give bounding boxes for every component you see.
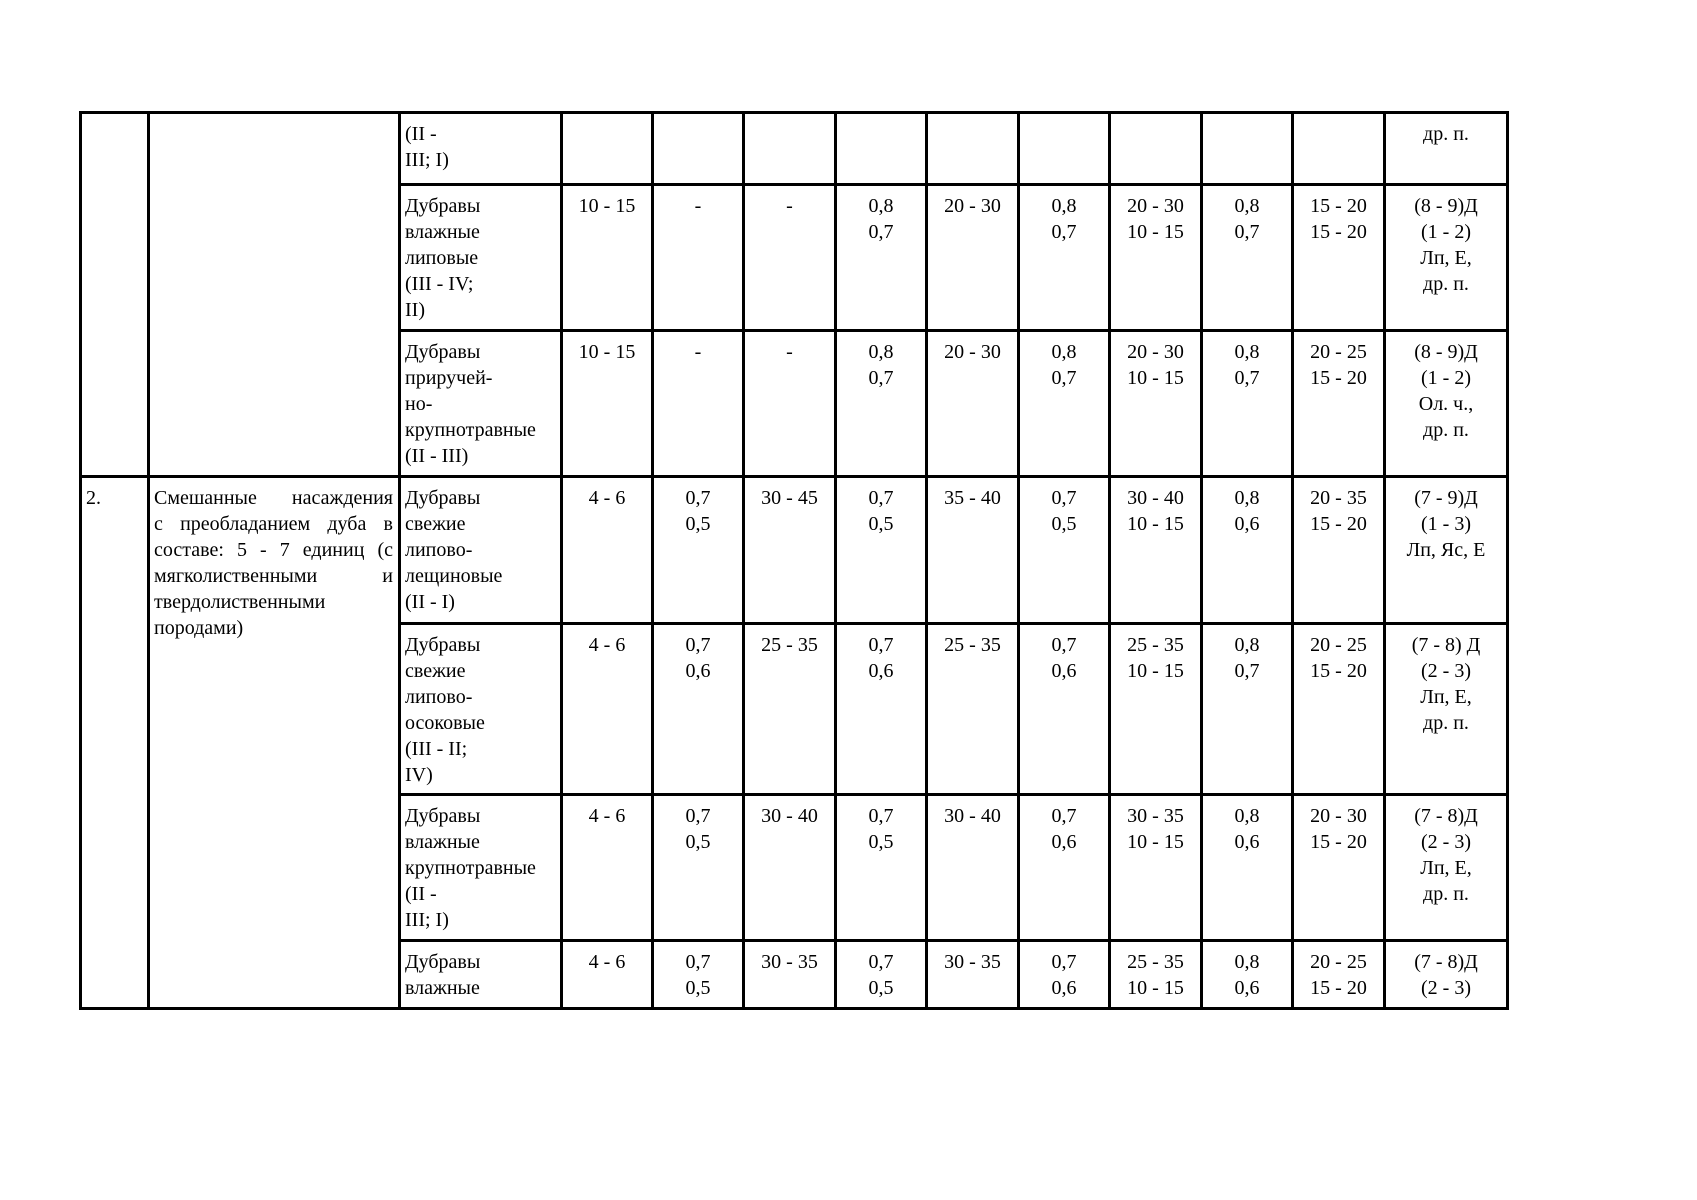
cell-line: 30 - 40 <box>944 805 1001 827</box>
cell-line: влажные <box>405 977 480 999</box>
cell-line: 30 - 45 <box>761 487 818 509</box>
cell-line: Лп, Яс, Е <box>1406 539 1486 561</box>
group-name-cell <box>149 477 400 1009</box>
cell-line: 15 - 20 <box>1310 367 1367 389</box>
forest-type-cell <box>400 624 562 795</box>
cell-line: Лп, Е, <box>1420 247 1472 269</box>
value-cell <box>653 113 744 185</box>
cell-line: 0,6 <box>1234 513 1260 535</box>
cell-line: (7 - 8)Д <box>1414 805 1478 827</box>
forest-type-cell <box>400 331 562 477</box>
cell-line: 0,7 <box>1051 221 1077 243</box>
value-cell <box>653 477 744 624</box>
cell-line: (1 - 2) <box>1421 221 1471 243</box>
cell-line: (2 - 3) <box>1421 660 1471 682</box>
cell-line: 10 - 15 <box>1127 513 1184 535</box>
value-cell <box>653 624 744 795</box>
value-cell <box>562 331 653 477</box>
table-body <box>81 113 1508 1009</box>
cell-line: 0,5 <box>868 977 894 999</box>
value-cell <box>744 795 836 941</box>
value-cell <box>836 795 927 941</box>
cell-line: др. п. <box>1423 123 1469 145</box>
value-cell <box>836 113 927 185</box>
cell-line: (III - IV; <box>405 273 474 295</box>
cell-line: 0,7 <box>1051 805 1077 827</box>
cell-line: 0,5 <box>685 831 711 853</box>
cell-line: липово- <box>405 539 473 561</box>
value-cell <box>1293 624 1385 795</box>
cell-line: 0,8 <box>1234 487 1260 509</box>
cell-line: 15 - 20 <box>1310 977 1367 999</box>
cell-line: 20 - 30 <box>1127 341 1184 363</box>
cell-line: др. п. <box>1423 273 1469 295</box>
value-cell <box>927 941 1019 1009</box>
cell-line: 25 - 35 <box>1127 951 1184 973</box>
cell-line: (7 - 9)Д <box>1414 487 1478 509</box>
value-cell <box>1293 941 1385 1009</box>
value-cell <box>1019 795 1110 941</box>
group-number-cell <box>81 113 149 477</box>
cell-line: (III - II; <box>405 738 468 760</box>
cell-line: (II - I) <box>405 591 455 613</box>
cell-line: IV) <box>405 764 433 786</box>
cell-line: Лп, Е, <box>1420 857 1472 879</box>
value-cell <box>1202 477 1293 624</box>
cell-line: (2 - 3) <box>1421 977 1471 999</box>
value-cell <box>1019 624 1110 795</box>
group-number-cell: 2. <box>81 477 149 1009</box>
cell-line: 0,7 <box>1234 660 1260 682</box>
cell-line: Дубравы <box>405 951 481 973</box>
cell-line: 10 - 15 <box>1127 221 1184 243</box>
cell-line: 0,8 <box>1234 951 1260 973</box>
value-cell <box>1293 185 1385 331</box>
cell-line: 0,7 <box>868 221 894 243</box>
cell-line: 30 - 35 <box>944 951 1001 973</box>
cell-line: 20 - 25 <box>1310 341 1367 363</box>
composition-cell <box>1385 795 1508 941</box>
cell-line: 0,8 <box>1234 341 1260 363</box>
cell-line: 0,6 <box>1234 977 1260 999</box>
value-cell <box>1110 185 1202 331</box>
cell-line: III; I) <box>405 149 449 171</box>
value-cell <box>653 185 744 331</box>
cell-line: 15 - 20 <box>1310 831 1367 853</box>
value-cell <box>1293 477 1385 624</box>
cell-line: Смешанные насаждения <box>154 487 393 509</box>
cell-line: 0,6 <box>685 660 711 682</box>
cell-line: (7 - 8)Д <box>1414 951 1478 973</box>
cell-line: 15 - 20 <box>1310 513 1367 535</box>
cell-line: Дубравы <box>405 341 481 363</box>
cell-line: 20 - 30 <box>1310 805 1367 827</box>
value-cell <box>562 941 653 1009</box>
value-cell <box>1202 331 1293 477</box>
value-cell <box>562 795 653 941</box>
cell-line: (1 - 3) <box>1421 513 1471 535</box>
cell-line: с преобладанием дуба в <box>154 513 393 535</box>
cell-line: крупнотравные <box>405 857 536 879</box>
cell-line: 0,6 <box>1051 831 1077 853</box>
cell-line: приручей- <box>405 367 493 389</box>
cell-line: мягколиственными и <box>154 565 393 587</box>
cell-line: 30 - 35 <box>1127 805 1184 827</box>
value-cell <box>927 477 1019 624</box>
value-cell <box>562 185 653 331</box>
cell-line: 0,7 <box>1234 221 1260 243</box>
cell-line: 0,8 <box>868 341 894 363</box>
cell-line: 0,7 <box>1051 951 1077 973</box>
cell-line: (1 - 2) <box>1421 367 1471 389</box>
cell-line: составе: 5 - 7 единиц (с <box>154 539 393 561</box>
cell-line: 25 - 35 <box>761 634 818 656</box>
cell-line: Дубравы <box>405 195 481 217</box>
cell-line: 0,7 <box>868 951 894 973</box>
cell-line: Дубравы <box>405 634 481 656</box>
value-cell <box>744 185 836 331</box>
value-cell <box>1202 185 1293 331</box>
cell-line: крупнотравные <box>405 419 536 441</box>
cell-line: 0,8 <box>1234 805 1260 827</box>
cell-line: (II - <box>405 123 437 145</box>
cell-line: 0,6 <box>1051 660 1077 682</box>
cell-line: 30 - 40 <box>1127 487 1184 509</box>
cell-line: 25 - 35 <box>1127 634 1184 656</box>
cell-line: 0,5 <box>868 831 894 853</box>
cell-line: (II - <box>405 883 437 905</box>
value-cell <box>836 624 927 795</box>
value-cell <box>653 941 744 1009</box>
value-cell <box>836 331 927 477</box>
value-cell <box>1110 477 1202 624</box>
value-cell <box>836 941 927 1009</box>
forest-type-cell <box>400 941 562 1009</box>
cell-line: 0,7 <box>1051 367 1077 389</box>
value-cell <box>653 795 744 941</box>
value-cell <box>744 113 836 185</box>
cell-line: 0,7 <box>1051 634 1077 656</box>
cell-line: 0,5 <box>685 513 711 535</box>
cell-line: 20 - 30 <box>944 341 1001 363</box>
cell-line: липово- <box>405 686 473 708</box>
cell-line: лещиновые <box>405 565 503 587</box>
value-cell <box>1293 795 1385 941</box>
value-cell <box>1202 795 1293 941</box>
cell-line: 0,7 <box>868 634 894 656</box>
cell-line: Дубравы <box>405 487 481 509</box>
composition-cell <box>1385 113 1508 185</box>
value-cell <box>836 185 927 331</box>
cell-line: 0,7 <box>685 805 711 827</box>
cell-line: 35 - 40 <box>944 487 1001 509</box>
cell-line: 0,5 <box>685 977 711 999</box>
cell-line: 0,6 <box>868 660 894 682</box>
cell-line: 25 - 35 <box>944 634 1001 656</box>
cell-line: 20 - 30 <box>1127 195 1184 217</box>
value-cell <box>1110 331 1202 477</box>
cell-line: 0,7 <box>685 634 711 656</box>
cell-line: 0,6 <box>1051 977 1077 999</box>
cell-line: 10 - 15 <box>1127 831 1184 853</box>
cell-line: 20 - 30 <box>944 195 1001 217</box>
cell-line: 10 - 15 <box>1127 660 1184 682</box>
cell-line: 0,7 <box>1051 487 1077 509</box>
value-cell <box>836 477 927 624</box>
cell-line: 0,8 <box>1234 195 1260 217</box>
cell-line: 10 - 15 <box>1127 367 1184 389</box>
cell-line: 15 - 20 <box>1310 195 1367 217</box>
composition-cell <box>1385 331 1508 477</box>
value-cell <box>927 331 1019 477</box>
cell-line: 0,8 <box>1051 341 1077 363</box>
composition-cell <box>1385 477 1508 624</box>
cell-line: др. п. <box>1423 883 1469 905</box>
cell-line: II) <box>405 299 425 321</box>
cell-line: твердолиственными <box>154 591 326 613</box>
forest-type-cell <box>400 795 562 941</box>
cell-line: 30 - 35 <box>761 951 818 973</box>
cell-line: 0,7 <box>868 367 894 389</box>
forest-type-cell <box>400 477 562 624</box>
cell-line: (II - III) <box>405 445 469 467</box>
value-cell <box>562 113 653 185</box>
value-cell <box>927 795 1019 941</box>
value-cell <box>562 624 653 795</box>
cell-line: 30 - 40 <box>761 805 818 827</box>
table-row <box>81 477 1508 624</box>
value-cell <box>1110 113 1202 185</box>
cell-line: влажные <box>405 221 480 243</box>
value-cell <box>744 331 836 477</box>
cell-line: III; I) <box>405 909 449 931</box>
value-cell <box>744 624 836 795</box>
cell-line: др. п. <box>1423 419 1469 441</box>
value-cell <box>653 331 744 477</box>
cell-line: 0,7 <box>1234 367 1260 389</box>
table-row <box>81 113 1508 185</box>
cell-line: липовые <box>405 247 479 269</box>
value-cell <box>1019 185 1110 331</box>
cell-line: 0,7 <box>685 487 711 509</box>
composition-cell <box>1385 185 1508 331</box>
value-cell <box>1110 795 1202 941</box>
value-cell <box>1202 941 1293 1009</box>
cell-line: 10 - 15 <box>578 341 636 363</box>
value-cell <box>927 113 1019 185</box>
cell-line: (8 - 9)Д <box>1414 195 1478 217</box>
composition-cell <box>1385 624 1508 795</box>
cell-line: 0,8 <box>1051 195 1077 217</box>
value-cell <box>1293 331 1385 477</box>
cell-line: 10 - 15 <box>1127 977 1184 999</box>
cell-line: 0,8 <box>1234 634 1260 656</box>
cell-line: 0,5 <box>1051 513 1077 535</box>
value-cell <box>744 941 836 1009</box>
cell-line: но- <box>405 393 433 415</box>
cell-line: 20 - 35 <box>1310 487 1367 509</box>
value-cell <box>1019 331 1110 477</box>
forest-type-cell <box>400 113 562 185</box>
cell-line: 4 - 6 <box>588 951 626 973</box>
cell-line: 0,6 <box>1234 831 1260 853</box>
cell-line: 20 - 25 <box>1310 634 1367 656</box>
cell-line: 10 - 15 <box>578 195 636 217</box>
cell-line: Ол. ч., <box>1418 393 1474 415</box>
cell-line: породами) <box>154 617 244 639</box>
cell-line: 0,5 <box>868 513 894 535</box>
forest-stand-table <box>79 111 1509 1010</box>
cell-line: 0,7 <box>868 805 894 827</box>
cell-line: 0,8 <box>868 195 894 217</box>
cell-line: Лп, Е, <box>1420 686 1472 708</box>
value-cell <box>1110 624 1202 795</box>
value-cell <box>562 477 653 624</box>
cell-line: - <box>694 195 702 217</box>
cell-line: свежие <box>405 513 466 535</box>
cell-line: - <box>786 341 793 363</box>
cell-line: 20 - 25 <box>1310 951 1367 973</box>
cell-line: - <box>786 195 793 217</box>
value-cell <box>1019 113 1110 185</box>
cell-line: 15 - 20 <box>1310 660 1367 682</box>
value-cell <box>1019 477 1110 624</box>
cell-line: свежие <box>405 660 466 682</box>
cell-line: 4 - 6 <box>588 487 626 509</box>
cell-line: 0,7 <box>868 487 894 509</box>
cell-line: влажные <box>405 831 480 853</box>
value-cell <box>927 624 1019 795</box>
cell-line: др. п. <box>1423 712 1469 734</box>
value-cell <box>1202 113 1293 185</box>
value-cell <box>1293 113 1385 185</box>
value-cell <box>1202 624 1293 795</box>
value-cell <box>927 185 1019 331</box>
value-cell <box>744 477 836 624</box>
cell-line: 4 - 6 <box>588 634 626 656</box>
value-cell <box>1019 941 1110 1009</box>
value-cell <box>1110 941 1202 1009</box>
cell-line: (7 - 8) Д <box>1411 634 1481 656</box>
cell-line: 15 - 20 <box>1310 221 1367 243</box>
composition-cell <box>1385 941 1508 1009</box>
cell-line: 4 - 6 <box>588 805 626 827</box>
cell-line: - <box>694 341 702 363</box>
cell-line: осоковые <box>405 712 485 734</box>
cell-line: (2 - 3) <box>1421 831 1471 853</box>
cell-line: (8 - 9)Д <box>1414 341 1478 363</box>
cell-line: 0,7 <box>685 951 711 973</box>
group-name-cell <box>149 113 400 477</box>
cell-line: Дубравы <box>405 805 481 827</box>
forest-type-cell <box>400 185 562 331</box>
